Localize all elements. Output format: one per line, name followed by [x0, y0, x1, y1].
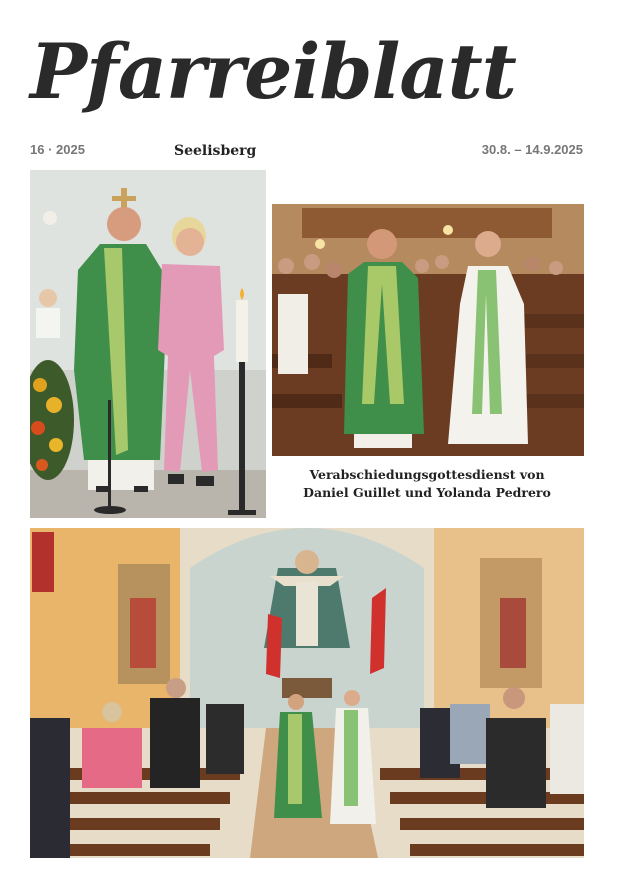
- caption-line-1: Verabschiedungsgottesdienst von: [309, 467, 545, 482]
- date-range: 30.8. – 14.9.2025: [481, 142, 583, 157]
- photo-church-interior: [30, 528, 584, 858]
- masthead-title: Pfarreiblatt: [30, 27, 516, 116]
- photo-farewell-embrace: [30, 170, 266, 518]
- photo-procession-aisle: [272, 204, 584, 456]
- photo-caption: [292, 466, 562, 502]
- parish-name: Seelisberg: [174, 143, 257, 159]
- issue-number: 16 · 2025: [30, 142, 85, 157]
- caption-line-2: Daniel Guillet und Yolanda Pedrero: [303, 485, 551, 500]
